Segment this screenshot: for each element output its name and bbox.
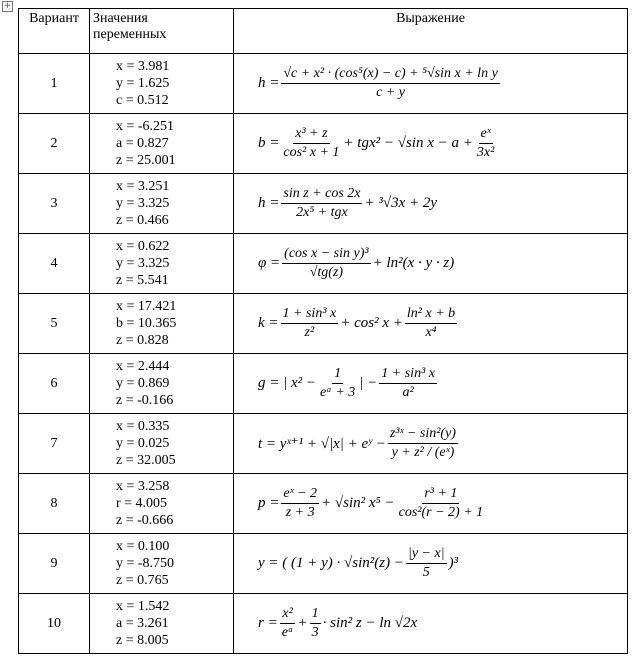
expression-cell xyxy=(234,174,628,234)
table-row xyxy=(19,114,628,174)
variant-number-cell: 6 xyxy=(19,354,90,414)
fraction-numerator: eˣ xyxy=(479,126,493,144)
formula xyxy=(258,306,459,341)
fraction xyxy=(379,366,437,401)
fraction xyxy=(405,306,457,341)
fraction-denominator: c + y xyxy=(376,85,406,100)
formula-lhs: y = ( (1 + y) · √sin²(z) − xyxy=(258,555,404,571)
variable-value: z = 8.005 xyxy=(116,633,169,648)
variable-value: x = 1.542 xyxy=(116,599,170,614)
variable-value: z = 0.466 xyxy=(116,213,169,228)
fraction-numerator: (cos x − sin y)³ xyxy=(282,246,370,264)
table-row xyxy=(19,54,628,114)
fraction xyxy=(281,306,339,341)
fraction-denominator: a² xyxy=(402,385,414,400)
variable-values-cell xyxy=(90,114,234,174)
formula-lhs: b = xyxy=(258,135,280,151)
variable-value: y = 0.869 xyxy=(116,376,170,391)
fraction-denominator: cos²(r − 2) + 1 xyxy=(398,505,484,520)
fraction xyxy=(310,606,321,641)
formula-lhs: k = xyxy=(258,315,279,331)
fraction xyxy=(475,126,496,161)
fraction-numerator: |y − x| xyxy=(406,546,447,564)
formula xyxy=(258,546,458,581)
variable-value: y = 0.025 xyxy=(116,436,170,451)
fraction-numerator: √c + x² · (cos⁵(x) − c) + ⁵√sin x + ln y xyxy=(281,66,499,84)
fraction-numerator: eˣ − 2 xyxy=(281,486,319,504)
fraction xyxy=(318,366,357,401)
fraction-numerator: 1 + sin³ x xyxy=(281,306,339,324)
variable-value: c = 0.512 xyxy=(116,93,169,108)
formula xyxy=(258,66,502,101)
table-row xyxy=(19,414,628,474)
variant-number-cell: 8 xyxy=(19,474,90,534)
expression-cell xyxy=(234,594,628,654)
fraction xyxy=(282,246,370,281)
variant-number-cell: 4 xyxy=(19,234,90,294)
variable-value: z = -0.666 xyxy=(116,513,174,528)
variable-values-cell xyxy=(90,534,234,594)
variable-value: y = 3.325 xyxy=(116,196,170,211)
variant-number-cell: 2 xyxy=(19,114,90,174)
variable-value: x = -6.251 xyxy=(116,119,175,134)
expression-cell xyxy=(234,414,628,474)
formula xyxy=(258,126,498,161)
formula xyxy=(258,606,417,641)
fraction-denominator: z² xyxy=(304,325,315,340)
fraction-numerator: sin z + cos 2x xyxy=(281,186,362,204)
variant-number-cell: 1 xyxy=(19,54,90,114)
variable-value: y = -8.750 xyxy=(116,556,175,571)
variable-value: y = 3.325 xyxy=(116,256,170,271)
variable-values-cell xyxy=(90,594,234,654)
variable-value: z = 25.001 xyxy=(116,153,176,168)
table-move-handle-icon[interactable]: + xyxy=(3,1,12,11)
variable-value: z = -0.166 xyxy=(116,393,174,408)
fraction-numerator: x² xyxy=(280,606,294,624)
fraction-denominator: 3x² xyxy=(476,145,495,160)
fraction-numerator: ln² x + b xyxy=(405,306,457,324)
expression-cell xyxy=(234,354,628,414)
fraction-numerator: 1 xyxy=(310,606,321,624)
header-variant: Вариант xyxy=(19,9,90,54)
formula xyxy=(258,486,487,521)
table-row xyxy=(19,294,628,354)
variable-value: z = 32.005 xyxy=(116,453,176,468)
variable-values-cell xyxy=(90,294,234,354)
formula xyxy=(258,246,454,281)
fraction-denominator: x⁴ xyxy=(425,325,437,340)
expression-cell xyxy=(234,294,628,354)
variable-value: x = 17.421 xyxy=(116,299,177,314)
variable-value: a = 0.827 xyxy=(116,136,169,151)
formula-tail: + tgx² − √sin x − a + xyxy=(343,135,473,151)
formula-tail: + xyxy=(297,615,308,631)
fraction-denominator: y + z² / (eˣ) xyxy=(391,445,455,460)
variable-value: x = 3.981 xyxy=(116,59,170,74)
variable-value: x = 0.622 xyxy=(116,239,170,254)
formula-lhs: g = | x² − xyxy=(258,375,317,391)
fraction xyxy=(281,126,341,161)
fraction-numerator: z³ˣ − sin²(y) xyxy=(388,426,458,444)
fraction-denominator: 2x⁵ + tgx xyxy=(296,205,348,220)
formula-lhs: t = yˣ⁺¹ + √|x| + eʸ − xyxy=(258,436,386,452)
fraction xyxy=(397,486,486,521)
table-row xyxy=(19,594,628,654)
expression-cell xyxy=(234,474,628,534)
variable-value: z = 0.828 xyxy=(116,333,169,348)
variants-table xyxy=(18,8,628,654)
formula-tail: + cos² x + xyxy=(340,315,403,331)
fraction-denominator: 3 xyxy=(311,625,319,640)
formula-tail: )³ xyxy=(448,555,459,571)
expression-cell xyxy=(234,114,628,174)
fraction-numerator: 1 xyxy=(332,366,343,384)
header-values-line2: переменных xyxy=(93,27,167,42)
variable-value: r = 4.005 xyxy=(116,496,168,511)
variable-value: b = 10.365 xyxy=(116,316,177,331)
header-values xyxy=(90,9,234,54)
formula-tail: · sin² z − ln √2x xyxy=(322,615,418,631)
formula-tail: + ln²(x · y · z) xyxy=(372,255,455,271)
formula-lhs: p = xyxy=(258,495,280,511)
fraction-numerator: x³ + z xyxy=(293,126,329,144)
variable-value: z = 5.541 xyxy=(116,273,169,288)
variable-values-cell xyxy=(90,54,234,114)
formula xyxy=(258,426,460,461)
variable-value: x = 3.258 xyxy=(116,479,170,494)
variable-value: x = 0.100 xyxy=(116,539,170,554)
fraction xyxy=(280,606,296,641)
fraction xyxy=(281,186,362,221)
variable-value: y = 1.625 xyxy=(116,76,170,91)
variant-number-cell: 5 xyxy=(19,294,90,354)
table-row xyxy=(19,234,628,294)
fraction-denominator: z + 3 xyxy=(285,505,315,520)
fraction-denominator: 5 xyxy=(422,565,430,580)
fraction-denominator: √tg(z) xyxy=(309,265,344,280)
variable-value: x = 3.251 xyxy=(116,179,170,194)
variable-values-cell xyxy=(90,174,234,234)
header-values-line1: Значения xyxy=(93,11,148,26)
formula xyxy=(258,186,437,221)
variable-values-cell xyxy=(90,234,234,294)
expression-cell xyxy=(234,534,628,594)
formula-tail: | − xyxy=(359,375,378,391)
fraction-denominator: cos² x + 1 xyxy=(283,145,340,160)
variable-value: x = 2.444 xyxy=(116,359,170,374)
fraction-numerator: 1 + sin³ x xyxy=(379,366,437,384)
variant-number-cell: 10 xyxy=(19,594,90,654)
expression-cell xyxy=(234,54,628,114)
header-expression: Выражение xyxy=(234,9,628,54)
fraction xyxy=(281,486,319,521)
formula-lhs: h = xyxy=(258,195,280,211)
expression-cell xyxy=(234,234,628,294)
variable-values-cell xyxy=(90,474,234,534)
variant-number-cell: 7 xyxy=(19,414,90,474)
formula-tail: + √sin² x⁵ − xyxy=(321,495,395,511)
formula-lhs: r = xyxy=(258,615,278,631)
header-row xyxy=(19,9,628,54)
variant-number-cell: 3 xyxy=(19,174,90,234)
variable-value: z = 0.765 xyxy=(116,573,169,588)
variable-values-cell xyxy=(90,354,234,414)
variable-value: a = 3.261 xyxy=(116,616,169,631)
formula-lhs: h = xyxy=(258,75,280,91)
variant-number-cell: 9 xyxy=(19,534,90,594)
fraction-denominator: eᵃ + 3 xyxy=(320,385,356,400)
formula-lhs: φ = xyxy=(258,255,281,271)
fraction xyxy=(406,546,447,581)
variable-value: x = 0.335 xyxy=(116,419,170,434)
table-row xyxy=(19,534,628,594)
variable-values-cell xyxy=(90,414,234,474)
table-row xyxy=(19,474,628,534)
table-row xyxy=(19,174,628,234)
table-row xyxy=(19,354,628,414)
fraction-denominator: eᵃ xyxy=(281,625,294,640)
formula xyxy=(258,366,439,401)
fraction-numerator: r³ + 1 xyxy=(422,486,459,504)
fraction xyxy=(388,426,458,461)
fraction xyxy=(281,66,499,101)
formula-tail: + ³√3x + 2y xyxy=(364,195,438,211)
